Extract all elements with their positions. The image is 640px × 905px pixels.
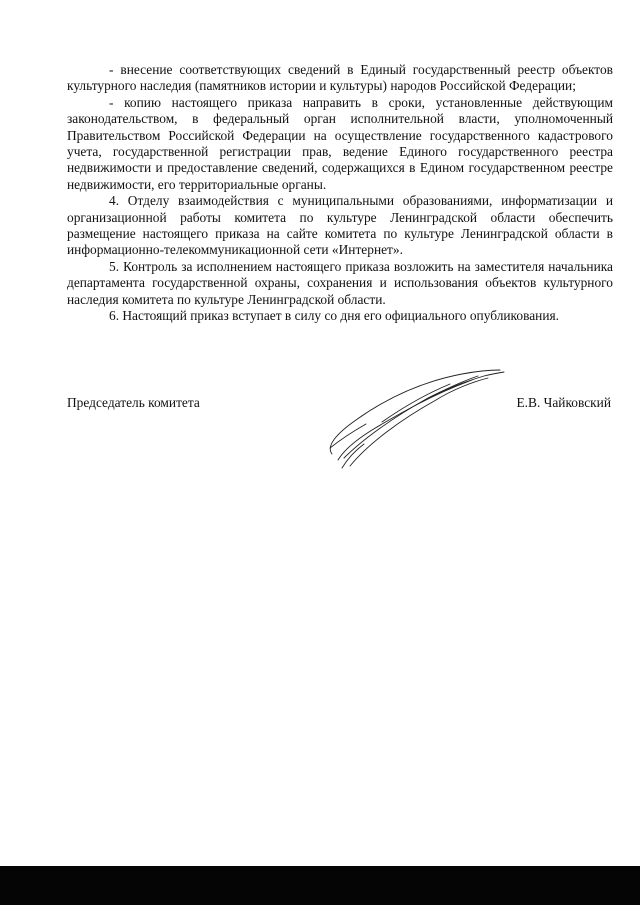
paragraph-copy-direction: - копию настоящего приказа направить в сроки, установленные действующим законодательством, в федеральный орган исполнительной власти, уполномоченный Правительством Российской Федерации на осуществление государственного кадастрового учета, государственной регистрации прав, ведение Единого государственного реестра недвижимости и предоставление сведений, содержащихся в Едином государственном реестре недвижимости, его территориальные органы. <box>67 94 613 192</box>
document-body <box>67 62 613 325</box>
handwritten-signature <box>322 362 512 470</box>
paragraph-item-4: 4. Отделу взаимодействия с муниципальными образованиями, информатизации и организационной работы комитета по культуре Ленинградской области обеспечить размещение настоящего приказа на сайте комитета по культуре Ленинградской области в информационно-телекоммуникационной сети «Интернет». <box>67 193 613 258</box>
paragraph-registry-entry: - внесение соответствующих сведений в Единый государственный реестр объектов культурного наследия (памятников истории и культуры) народов Российской Федерации; <box>67 62 613 94</box>
signatory-name: Е.В. Чайковский <box>516 395 611 410</box>
signatory-title: Председатель комитета <box>67 395 200 410</box>
scan-border-bar <box>0 866 640 905</box>
paragraph-item-5: 5. Контроль за исполнением настоящего приказа возложить на заместителя начальника департамента государственной охраны, сохранения и использования объектов культурного наследия комитета по культуре Ленинградской области. <box>67 258 613 307</box>
paragraph-item-6: 6. Настоящий приказ вступает в силу со дня его официального опубликования. <box>109 308 559 324</box>
